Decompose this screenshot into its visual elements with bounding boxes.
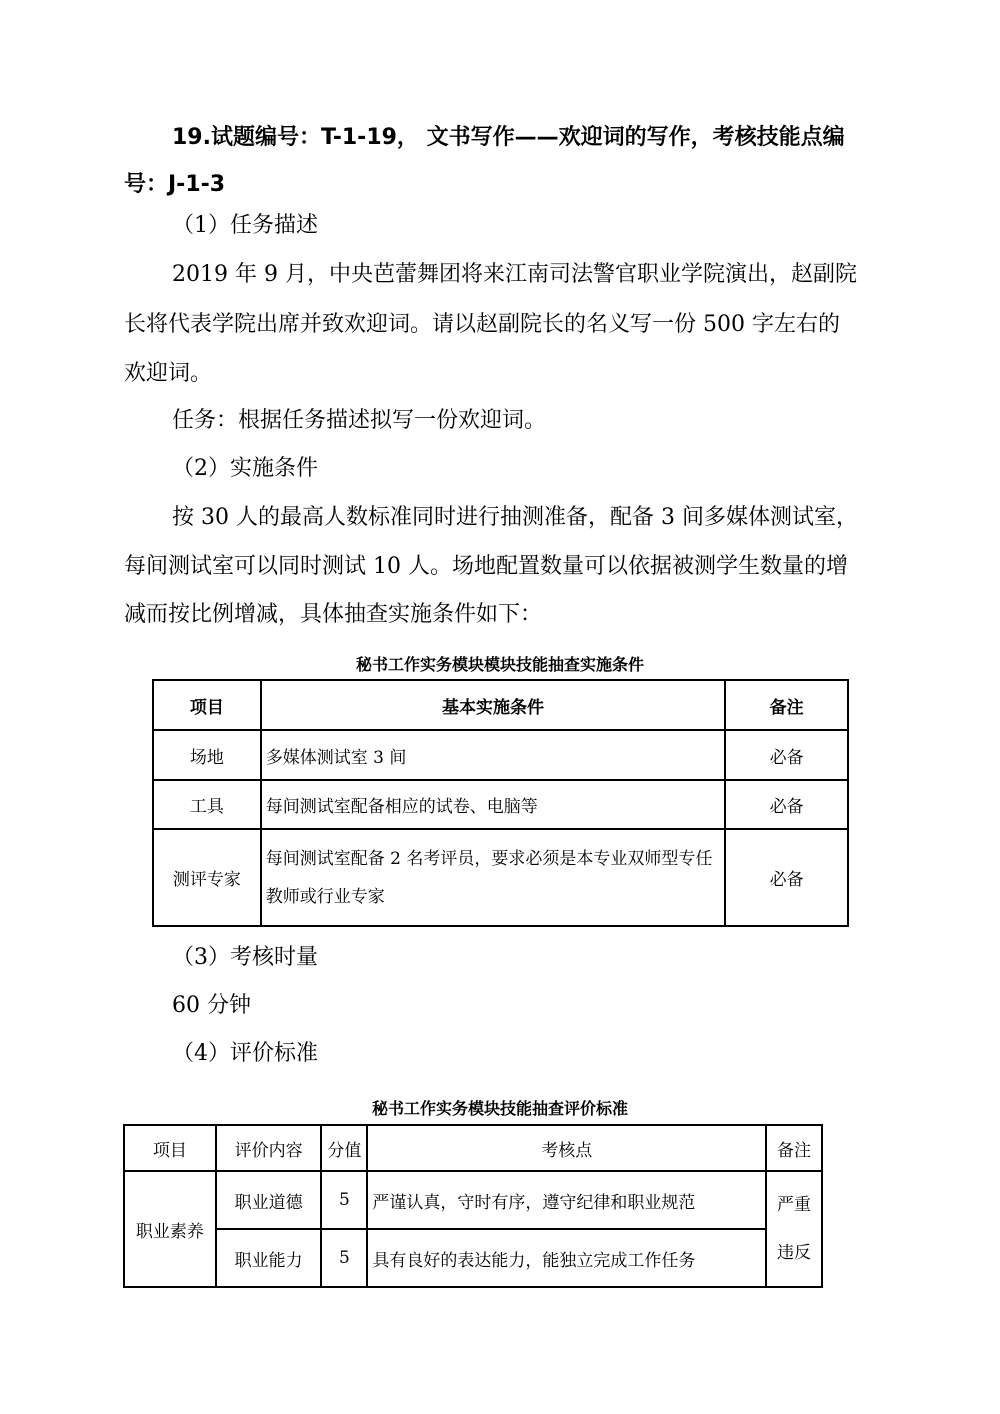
table2-caption: 秘书工作实务模块技能抽查评价标准: [371, 1099, 628, 1118]
table2-cell: 严谨认真，守时有序，遵守纪律和职业规范: [367, 1171, 766, 1229]
table2-header-checkpoint: 考核点: [367, 1125, 766, 1171]
conditions-table: [152, 679, 849, 927]
task-paragraph-line: 长将代表学院出席并致欢迎词。请以赵副院长的名义写一份 500 字左右的: [124, 312, 840, 337]
conditions-paragraph-line: 每间测试室可以同时测试 10 人。场地配置数量可以依据被测学生数量的增: [124, 554, 848, 579]
conditions-paragraph-line: 按 30 人的最高人数标准同时进行抽测准备，配备 3 间多媒体测试室，: [172, 505, 858, 530]
table2-header-item: 项目: [124, 1125, 216, 1171]
evaluation-table: [123, 1124, 823, 1288]
table2-cell: 具有良好的表达能力，能独立完成工作任务: [367, 1229, 766, 1287]
table1-cell: 每间测试室配备 2 名考评员，要求必须是本专业双师型专任教师或行业专家: [261, 829, 726, 926]
task-paragraph-line: 2019 年 9 月，中央芭蕾舞团将来江南司法警官职业学院演出，赵副院: [172, 262, 857, 287]
table2-header-note: 备注: [766, 1125, 822, 1171]
section-title-conditions: （2）实施条件: [172, 456, 318, 481]
table1-cell: 测评专家: [153, 829, 261, 926]
question-heading-line1: 19.试题编号：T-1-19， 文书写作——欢迎词的写作，考核技能点编: [172, 125, 845, 150]
table1-cell: 场地: [153, 730, 261, 780]
table1-header-conditions: 基本实施条件: [261, 680, 726, 730]
table2-header-content: 评价内容: [216, 1125, 322, 1171]
table2-cell: 5: [321, 1171, 367, 1229]
table2-note-cell: 严重违反: [766, 1171, 822, 1287]
section-title-duration: （3）考核时量: [172, 945, 318, 970]
task-statement: 任务：根据任务描述拟写一份欢迎词。: [172, 408, 547, 433]
section-title-evaluation: （4）评价标准: [172, 1041, 318, 1066]
table2-cell: 职业能力: [216, 1229, 322, 1287]
table-row: [153, 829, 848, 926]
table2-header-score: 分值: [321, 1125, 367, 1171]
table2-cell: 职业道德: [216, 1171, 322, 1229]
table1-cell: 每间测试室配备相应的试卷、电脑等: [261, 780, 726, 829]
question-heading-line2: 号：J-1-3: [124, 172, 226, 197]
table-row: [124, 1171, 822, 1229]
conditions-paragraph-line: 减而按比例增减，具体抽查实施条件如下：: [124, 602, 543, 627]
section-title-task-description: （1）任务描述: [172, 213, 318, 238]
table-row: [153, 730, 848, 780]
task-paragraph-line: 欢迎词。: [124, 361, 213, 386]
table1-header-item: 项目: [153, 680, 261, 730]
table-row: [153, 780, 848, 829]
table1-cell: 必备: [725, 829, 848, 926]
table-row: [124, 1229, 822, 1287]
table1-cell: 必备: [725, 780, 848, 829]
table2-cell: 5: [321, 1229, 367, 1287]
table1-cell: 工具: [153, 780, 261, 829]
table2-group-cell: 职业素养: [124, 1171, 216, 1287]
table1-cell: 多媒体测试室 3 间: [261, 730, 726, 780]
duration-value: 60 分钟: [172, 993, 251, 1018]
table1-cell: 必备: [725, 730, 848, 780]
table1-header-note: 备注: [725, 680, 848, 730]
table1-caption: 秘书工作实务模块模块技能抽查实施条件: [355, 655, 644, 674]
